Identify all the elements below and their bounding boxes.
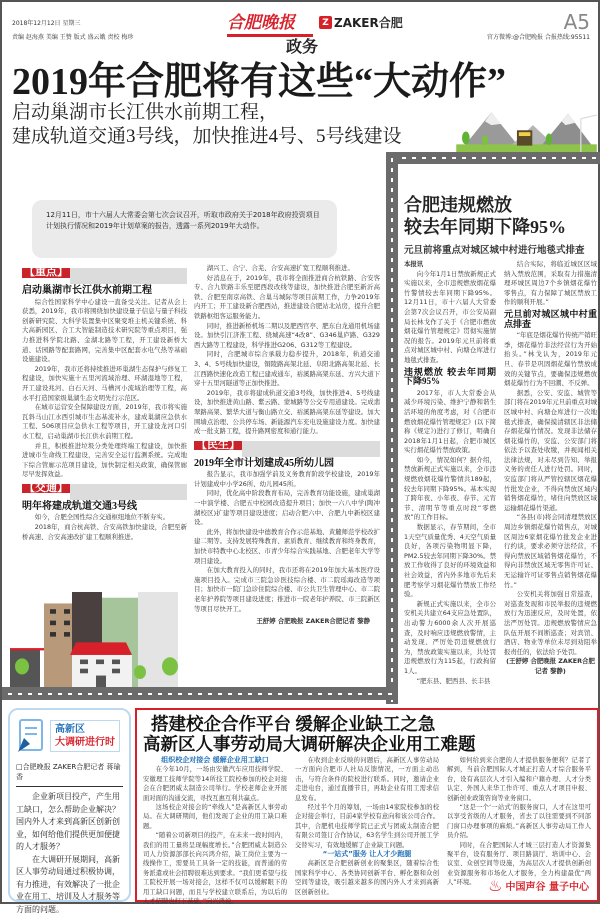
mountain-illustration [417, 106, 600, 152]
paragraphs [22, 298, 187, 480]
flame-icon: ♨ [488, 876, 502, 895]
right-article-column-2 [504, 260, 597, 677]
paragraph: 湖兴工、合宁、合芜、合安高速扩宽工程顺利推进。 [194, 264, 380, 274]
tag-bar-key [22, 268, 187, 284]
tag-key-points: 【重点】 [22, 268, 70, 278]
paragraph: 数据显示，春节期间，全市1天空气质量优秀、4天空气质量良好，各项污染物明显下降，PM2.5较去年同期下降30%。禁放工作收得了良好的环境效益和社会效益，省内外多地市先后来肥考察学习烟花爆竹禁放工作经验。 [404, 523, 496, 600]
paragraph: 同时，推进新桥机场二期以及肥西官亭、肥东白龙通用机场建设。加快引江济淮工程、绕城高速“4改8”、G346巢庐路、G329西大路等工程建设，科学推进G206、G312等工程建设。 [194, 322, 380, 351]
paragraph: 并且，积极推进垃圾分类处理终端工程建设，加快推进城市生命线工程建设，完善安全运行监测系统。完成地下综合管廊示范项目建设，加快制定相关政策，确保管廊尽早发挥效益。 [22, 442, 187, 480]
featured-column-1 [143, 756, 287, 907]
paragraph: 此外，将加快建设中德教育合作示范基地、黄麓师范学校改扩建二期等。支持发展特殊教育、素质教育、继续教育和终身教育，加快市特教中心北校区、市青少年综合实践基地、合肥老年大学等项目建设。 [194, 528, 380, 566]
paragraph: 2017年，市人大常委会从减少环境污染、维护宁静和谐生活环境的角度考虑，对《合肥市燃放烟花爆竹管理规定》(以下简称《规定》)进行了修订，明确自2018年1月1日起，合肥市城区实行烟花爆竹禁放政策。 [404, 389, 496, 456]
paragraph: 在加大教育投入的同时，我市还将在2019年加大基本医疗设施项目投入。完成市三院急诊医技综合楼、市二院瑶海改造等项目；加快市一院门急诊住院综合楼、市公共卫生管理中心、市二院老年护养院等项目建设进度；推进市一院老年护养院、市三院新区等项目尽快开工。 [194, 566, 380, 614]
paragraphs [143, 765, 287, 906]
paragraph: 高新区是合肥创新创业的聚集区，随着综合性国家科学中心、各类协同创新平台、孵化器和众创空间等建设，吸引越来越多的国内外人才来到高新区创新创业。 [295, 859, 439, 897]
paragraph: 综合性国家科学中心建设一直备受关注。记者从会上获悉，2019年，我市将围绕加快建设量子信息与量子科技创新研究院、大科学装置集中区聚变堆主机关键系统、科大高新园区、合工大智能制造技术研究院等重点项目，强力推进科学院北路、金湖北路等工程，开工建设新桥大道、话园路等配套路网，完善集中区配套水电气热等基础设施建设。 [22, 298, 187, 365]
section-heading: 组织校企对接会 缓解企业用工缺口 [143, 756, 287, 765]
paragraph: 同时，在合肥国际人才城三层打造人才资源集聚平台，设有服务厅、项目路演厅、培训中心、会议室、众创空间等设施，为高层次人才提供创新创业资源服务和市场化人才服务，全力构建最优“两人”环境。 [447, 841, 591, 888]
paragraph: 向今年1月1日禁放新规正式实施以来，全市违规燃放烟花爆竹警情较去年同期下降95%。12月11日，市十六届人大常委会第7次会议召开，市公安局副局长林戈作了关于《合肥市燃放烟花爆竹管理规定》贯彻实施情况的报告。2019年元旦前将重点对城区城中村、向塘仓库进行地毯式排查。 [404, 270, 496, 366]
paragraphs [295, 756, 439, 850]
paragraph: 如今，情况如何？据介绍，禁放新规正式实施以来，全市违规燃放烟花爆竹警情共189起，较去年同期下降95%。基本实现了跨年夜、小年夜、春节、元宵节、清明节等重点时段“零燃放”的工作目标。 [404, 456, 496, 523]
column-badge [16, 716, 123, 756]
paragraph: 2019年，我市将建成轨道交通3号线，加快推进4、5号线建设，加快推进黄山路、紫云路、蒙城路等公交专用道建设。完成翡翠路高架、繁华大道与衡山路立交、裕溪路高架东延等建设。加大围墙点治理、公共停车场、新能源汽车充电设施建设力度。加快建成一批支路工程，提升路网密度和通行能力。 [194, 389, 380, 437]
road-decoration-bottom [2, 687, 398, 700]
masthead-logo [227, 8, 403, 37]
featured-column-2 [295, 756, 439, 907]
partner-name: ZAKER合肥 [334, 14, 403, 31]
subheadline-1: 启动巢湖市长江供水前期工程， [12, 102, 278, 124]
section-heading: 违规燃放 较去年同期下降95% [404, 368, 496, 387]
section-heading: 明年将建成轨道交通3号线 [22, 502, 187, 512]
article-left-column [22, 264, 187, 542]
section-heading: 2019年全市计划建成45所幼儿园 [194, 459, 380, 469]
sponsor-logo [488, 876, 589, 895]
paragraph: 好消息在于，2019年，我市将全面推进商合杭铁路、合安客专、合九铁路丰乐至肥西段改线等建设，加快推进合肥至新沂高铁、合肥至南京高铁、合巢马城际等项目前期工作，力争2019年内开工；开工建设新合肥西站，推进建设合肥站北站房，提升合肥铁路枢纽客运服务能力。 [194, 274, 380, 322]
tag-traffic: 【交通】 [22, 484, 70, 494]
summary-box: 12月11日，市十六届人大常委会第七次会议召开，听取市政府关于2018年政府投资项目计划执行情况和2019年计划草案的报告，透露一系列2019年大动作。 [32, 200, 337, 258]
intro-text [16, 791, 123, 916]
paragraph: 这场校企对接会的“牵线人”是高新区人事劳动局。在大调研期间，他们发现了企业的用工缺口难题。 [143, 803, 287, 831]
paragraph: 如何给到来合肥的人才提供服务便利？记者了解到，当前合肥国际人才城正打造人才综合服务平台，设有高层次人才引入编和户籍办理、人才分类认定、外国人来华工作许可、重点人才项目申报、创新创业政策咨询等业务窗口。 [447, 756, 591, 803]
paragraph: 新规正式实施以来，全市公安机关共建立64支应急处置队，出动警力6000余人次开展巡查，及时响应违规燃放警情，主动发现、严厉处罚违规燃放行为，禁放政策实施以来，共处罚违规燃放行为115起，行政拘留1人。 [404, 600, 496, 677]
badge-line-1: 高新区 [55, 723, 115, 736]
paragraph: 结合实际，将临近城区区域纳入禁放范围，采取有力措施清理环城区周边7个乡镇烟花爆竹零售点，有力保障了城区禁放工作的顺利开展。” [504, 260, 597, 308]
badge-label [50, 720, 120, 752]
featured-title-1: 搭建校企合作平台 缓解企业缺工之急 [143, 714, 591, 734]
contact-info: 官方微博:@合肥晚报 合报热线:95511 [487, 32, 590, 41]
byline: □合肥晚报 ZAKER合肥记者 蒋瑜香 [16, 762, 123, 787]
paragraph: “年底是烟花爆竹传统产销旺季，烟花爆竹非法经营行为开始抬头。”林戈认为，2019年元旦、春节是巩固烟花爆竹禁放成效的关键节点，要确保违规燃放烟花爆竹行为不回潮、不反弹。 [504, 331, 597, 389]
paragraph: 在大调研开展期间，高新区人事劳动局通过积极协调，有力推进，有效解决了一批企业在用工、培训及人才服务等方面的问题。 [16, 854, 123, 916]
paragraph: “各县(市)将会同清理禁放区周边乡镇烟花爆竹销售点，对城区周边6家烟花爆竹批发企业进行约谈，要求必须守法经营，不得向禁放区域销售烟花爆竹，不得向非禁放区域无零售许可证、无运输许可证零售点销售烟花爆竹。” [504, 513, 597, 590]
paragraph: 报告显示，我市加强学前及义务教育阶段学校建设，2019年计划建成中小学26所、幼儿园45所。 [194, 470, 380, 489]
paragraphs [504, 260, 597, 308]
paragraph: 如今，合肥全国性综合交通枢纽地位不断夯实。 [22, 513, 187, 523]
sponsor-logo-text: 中国声谷 量子中心 [506, 878, 589, 893]
right-article-column-1 [404, 260, 496, 686]
paragraph: 公安机关将加强日常巡查，对巡查发现和市民举报的违规燃放行为迅速反应，及时处置，依法严厉处罚。违规燃放警情应急队伍开展不间断巡查；对宾馆、酒店、物业等单位未尽到劝阻举报责任的，依法给予处罚。 [504, 590, 597, 657]
section-heading: 元旦前对城区城中村重点排查 [504, 310, 597, 329]
paragraphs [504, 331, 597, 657]
main-headline: 2019年合肥将有这些“大动作” [12, 60, 506, 104]
badge-line-2: 大调研进行时 [55, 736, 115, 749]
featured-title-2: 高新区人事劳动局大调研解决企业用工难题 [143, 734, 591, 754]
subheadline-2: 建成轨道交通3号线，加快推进4号、5号线建设 [12, 126, 402, 148]
paragraphs [22, 513, 187, 542]
paragraphs [447, 756, 591, 888]
article-middle-column [194, 264, 380, 627]
paragraph: 同时，合肥城市综合承载力稳步提升，2018年，轨道交通3、4、5号线加快建设，铜陵路高架北延、阜阳北路高架北延、长江西路快速化改造工程已建成通车，裕溪路高架东延、方兴大道下穿十五里河隧道等正加快推进。 [194, 350, 380, 388]
featured-article-box [135, 708, 599, 902]
editor-credits: 责编 赵海燕 美编 王赞 版式 盛云娥 责校 梅珍 [12, 32, 133, 41]
paragraphs [404, 389, 496, 686]
paragraph: “这是一个‘一站式’的服务窗口，人才在这里可以享受省级的人才服务，省去了以往需要到不同部门窗口办理事项的麻烦。”高新区人事劳动局工作人员介绍。 [447, 803, 591, 841]
paragraphs [295, 859, 439, 897]
right-article-title [404, 194, 566, 238]
paragraph: 在收到企业反映的问题后，高新区人事劳动局一方面向合肥市人社局反馈情况，一方面主动出击，与符合条件的院校进行联系。同时，邀请企业走进电台，通过直播节目，再助企业有用工需求信息发布。 [295, 756, 439, 803]
pen-paper-icon [16, 718, 46, 754]
column-intro-box [8, 708, 131, 902]
lead-label: 本报讯 [404, 260, 423, 268]
tag-bar-livelihood [194, 441, 380, 457]
section-heading: “一站式”服务 让人才少跑腿 [295, 850, 439, 859]
paragraph: 企业新项目投产，产生用工缺口，怎么帮助企业解决？国内外人才来到高新区创新创业，如何给他们提供更加便捷的人才服务？ [16, 791, 123, 854]
byline: (王舒婷 合肥晚报 ZAKER合肥记者 黎静) [504, 657, 597, 676]
paragraph: 同时，优化高中阶段教育布局，完善教育功能设施，建成巢湖一中演学楼、合肥五中校园改造提升项目；加快一六八中学(陶冲湖校区)扩建等项目建设进度；启动合肥六中、合肥九中新校区建设。 [194, 489, 380, 527]
city-illustration [10, 592, 182, 687]
tag-livelihood: 【民生】 [194, 441, 242, 451]
road-decoration-top [386, 152, 600, 164]
paragraph: “肥东县、肥西县、长丰县 [404, 677, 496, 687]
paragraph: 经过半个月的筹划，一场由14家院校参加的校企对接会举行，目前4家学校有意向和该公司合作。其中，合肥机电技师学院已正式与团威太制造合肥有限公司签订合作协议，63名学生到公司开展工学交替实习，有效地缓解了企业缺工问题。 [295, 803, 439, 850]
right-title-line-2: 较去年同期下降95% [404, 216, 566, 238]
issue-date: 2018年12月12日 星期三 [12, 18, 80, 27]
paragraph: 2018年，商合杭高铁、合安高铁加快建设，合肥至新桥高速、合安高速改扩建工程顺利推进。 [22, 523, 187, 542]
paragraph: 在今年10月，一场由安徽汽车应用技师学院、安徽理工技师学院等14所技工院校参加的校企对接会在合肥团威太制造公司举行。学校老师企业开展面对面的沟通交流，寻找互惠互利共赢点。 [143, 765, 287, 803]
section-heading: 启动巢湖市长江供水前期工程 [22, 286, 187, 296]
paragraphs [194, 470, 380, 614]
zaker-icon: Z [319, 16, 332, 29]
paragraph: 2019年，我市还将持续推进环巢湖生态保护与修复工程建设，加快实施十五里河流域治理、环湖湿地等工程，开工建设兆河、白石天河、马槽河小流域治理等工程，高水平打造国家级巢湖生态文明先行示范区。 [22, 365, 187, 403]
byline: 王舒婷 合肥晚报 ZAKER合肥记者 黎静 [194, 617, 380, 627]
right-title-line-1: 合肥违规燃放 [404, 194, 566, 216]
paragraph: 在城市运营安全保障建设方面，2019年，我市将实施瓦斜马山江水西引城市生态基流补水，建成巢湖应急供水工程、506项目应急供水工程等项目，开工建设龙河口引水工程，启动巢湖市长江供水前期工程。 [22, 403, 187, 441]
paragraphs [404, 270, 496, 366]
right-article-subtitle: 元旦前将重点对城区城中村进行地毯式排查 [404, 242, 585, 256]
paragraph: 据悉，公安、安监、城管等部门将在2019年元旦前重点对城区城中村、向塘仓库进行一次地毯式排查，确保摸清辖区非法储存烟花爆竹情况。发现非法储存烟花爆竹的，安监、公安部门将依法予以查处收缴，并视闻相关法律法规，对未尽到告知、举报义务的责任人进行处罚。同时，安监部门将从严管控辖区烟花爆竹批发企业，不得向禁放区域内销售烟花爆竹，堵住向禁放区域运输烟花爆竹渠道。 [504, 389, 597, 514]
paragraphs [194, 264, 380, 437]
paragraph: “随着公司新项目的投产，在未来一段时间内，我们的用工量将呈现幅度增长。”合肥团威太制造公司人力资源部部长向兴鸿介绍，缺工岗位主要为一线操作工，需要员工具备一定的技能，而普通的劳务派遣或社会招聘很难达到要求。“我们更希望与技工院校开展一场对接会，这样不仅可以缓解眼下的用工缺口问题，而且与学校建立联系后，为以后的人才招聘也打下基础。”向兴鸿说。 [143, 831, 287, 906]
tag-bar-traffic [22, 484, 187, 500]
road-decoration-vertical [386, 152, 398, 704]
page-number: A5 [564, 10, 590, 34]
zaker-logo [319, 14, 403, 31]
paper-logo: 合肥晚报 [227, 8, 313, 37]
section-title: 政务 [2, 34, 600, 57]
